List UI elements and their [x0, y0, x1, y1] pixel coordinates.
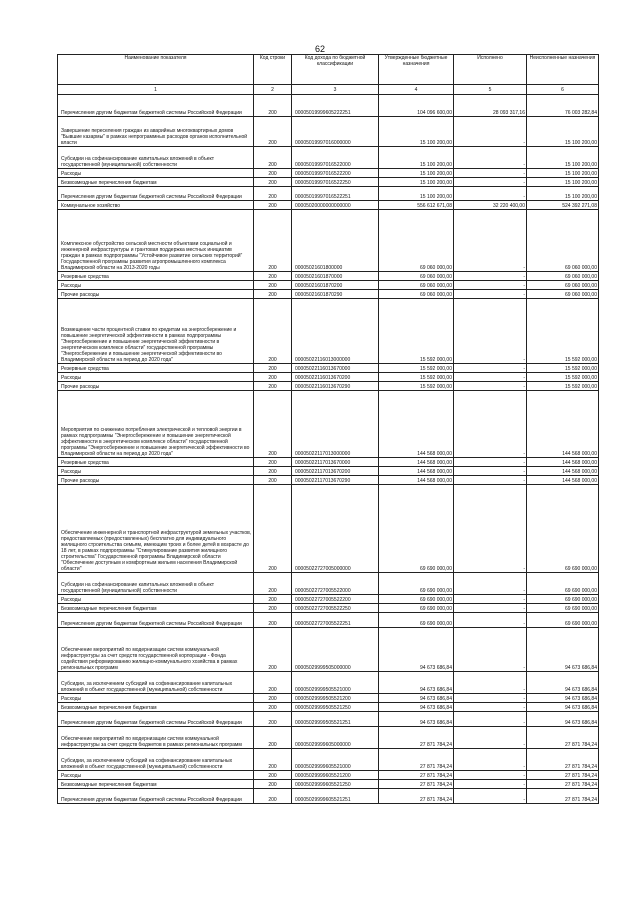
row-budget-code: 00005021601870000 — [292, 272, 379, 281]
row-budget-code: 00005029999505521251 — [292, 712, 379, 727]
row-executed: - — [454, 595, 527, 604]
row-approved: 94 673 686,84 — [379, 694, 454, 703]
row-line-code: 200 — [254, 201, 292, 210]
row-line-code: 200 — [254, 299, 292, 364]
row-remaining: 27 871 784,24 — [527, 771, 599, 780]
row-budget-code: 00005022727005000000 — [292, 485, 379, 573]
column-number: 2 — [254, 85, 292, 95]
row-name: Прочие расходы — [58, 290, 254, 299]
row-approved: 144 568 000,00 — [379, 467, 454, 476]
table-row — [58, 628, 599, 672]
row-remaining: 144 568 000,00 — [527, 467, 599, 476]
row-remaining: 15 100 200,00 — [527, 178, 599, 187]
row-remaining: 524 392 271,08 — [527, 201, 599, 210]
row-line-code: 200 — [254, 382, 292, 391]
row-line-code: 200 — [254, 712, 292, 727]
row-budget-code: 00005029999605521000 — [292, 749, 379, 771]
row-line-code: 200 — [254, 485, 292, 573]
row-executed: - — [454, 628, 527, 672]
header-name: Наименование показателя — [58, 55, 254, 85]
row-budget-code: 00005022116013670000 — [292, 364, 379, 373]
row-budget-code: 00005019997016522250 — [292, 178, 379, 187]
row-approved: 15 592 000,00 — [379, 364, 454, 373]
row-line-code: 200 — [254, 95, 292, 117]
row-remaining: 15 592 000,00 — [527, 373, 599, 382]
row-line-code: 200 — [254, 573, 292, 595]
row-approved: 15 592 000,00 — [379, 373, 454, 382]
table-row — [58, 694, 599, 703]
row-executed: - — [454, 187, 527, 201]
row-approved: 69 690 000,00 — [379, 595, 454, 604]
table-row — [58, 373, 599, 382]
row-budget-code: 00005022117013670200 — [292, 467, 379, 476]
row-remaining: 69 060 000,00 — [527, 210, 599, 272]
row-name: Расходы — [58, 771, 254, 780]
row-approved: 27 871 784,24 — [379, 771, 454, 780]
row-name: Субсидии на софинансирование капитальных вложений в объект государственной (муниципальной) собственности — [58, 573, 254, 595]
header-executed: Исполнено — [454, 55, 527, 85]
row-name: Субсидии, за исключением субсидий на софинансирование капитальных вложений в объект государственной (муниципальной) собственности — [58, 672, 254, 694]
row-name: Расходы — [58, 169, 254, 178]
row-approved: 15 100 200,00 — [379, 187, 454, 201]
row-name: Комплексное обустройство сельской местности объектами социальной и инженерной инфраструктуры и грантовая поддержка местных инициатив граждан в рамках подпрограммы "Устойчивое развитие сельских территорий" Государственной программы развития агропромышленного комплекса Владимирской области на 2013-2020 годы — [58, 210, 254, 272]
row-line-code: 200 — [254, 476, 292, 485]
table-row — [58, 467, 599, 476]
row-remaining: 27 871 784,24 — [527, 789, 599, 804]
row-budget-code: 00005019999605222251 — [292, 95, 379, 117]
table-row — [58, 364, 599, 373]
table-row — [58, 210, 599, 272]
row-executed: - — [454, 476, 527, 485]
row-executed: - — [454, 749, 527, 771]
row-budget-code: 00005029999605521251 — [292, 789, 379, 804]
table-row — [58, 458, 599, 467]
row-name: Расходы — [58, 281, 254, 290]
row-budget-code: 00005019997016522000 — [292, 147, 379, 169]
row-budget-code: 00005020000000000000 — [292, 201, 379, 210]
row-name: Прочие расходы — [58, 476, 254, 485]
row-executed: - — [454, 672, 527, 694]
table-row — [58, 727, 599, 749]
row-remaining: 94 673 686,84 — [527, 694, 599, 703]
row-approved: 69 690 000,00 — [379, 613, 454, 628]
row-line-code: 200 — [254, 780, 292, 789]
row-budget-code: 00005019997016522251 — [292, 187, 379, 201]
row-executed: - — [454, 117, 527, 147]
row-approved: 104 096 600,00 — [379, 95, 454, 117]
row-name: Безвозмездные перечисления бюджетам — [58, 703, 254, 712]
row-executed: - — [454, 780, 527, 789]
row-approved: 15 100 200,00 — [379, 117, 454, 147]
row-executed: - — [454, 391, 527, 458]
row-line-code: 200 — [254, 771, 292, 780]
row-executed: - — [454, 604, 527, 613]
row-approved: 15 100 200,00 — [379, 147, 454, 169]
row-approved: 94 673 686,84 — [379, 628, 454, 672]
table-row — [58, 712, 599, 727]
row-approved: 69 060 000,00 — [379, 290, 454, 299]
row-remaining: 94 673 686,84 — [527, 628, 599, 672]
row-budget-code: 00005021601870200 — [292, 281, 379, 290]
row-line-code: 200 — [254, 467, 292, 476]
row-remaining: 94 673 686,84 — [527, 712, 599, 727]
row-remaining: 144 568 000,00 — [527, 476, 599, 485]
row-budget-code: 00005029999605521250 — [292, 780, 379, 789]
row-remaining: 15 592 000,00 — [527, 364, 599, 373]
row-remaining: 15 100 200,00 — [527, 187, 599, 201]
table-row — [58, 201, 599, 210]
row-budget-code: 00005019997016522200 — [292, 169, 379, 178]
row-approved: 94 673 686,84 — [379, 703, 454, 712]
row-executed: - — [454, 727, 527, 749]
table-header — [58, 55, 599, 95]
row-budget-code: 00005022116013670200 — [292, 373, 379, 382]
row-line-code: 200 — [254, 694, 292, 703]
table-row — [58, 147, 599, 169]
row-approved: 69 690 000,00 — [379, 485, 454, 573]
row-line-code: 200 — [254, 364, 292, 373]
row-remaining: 69 690 000,00 — [527, 613, 599, 628]
row-line-code: 200 — [254, 628, 292, 672]
row-executed: - — [454, 712, 527, 727]
row-approved: 94 673 686,84 — [379, 712, 454, 727]
row-name: Безвозмездные перечисления бюджетам — [58, 780, 254, 789]
table-row — [58, 780, 599, 789]
row-name: Субсидии на софинансирование капитальных вложений в объект государственной (муниципальной) собственности — [58, 147, 254, 169]
header-remaining: Неисполненные назначения — [527, 55, 599, 85]
row-executed: - — [454, 210, 527, 272]
row-name: Резервные средства — [58, 272, 254, 281]
row-budget-code: 00005019997016000000 — [292, 117, 379, 147]
row-name: Безвозмездные перечисления бюджетам — [58, 178, 254, 187]
row-remaining: 69 690 000,00 — [527, 573, 599, 595]
row-name: Перечисления другим бюджетам бюджетной системы Российской Федерации — [58, 613, 254, 628]
row-executed: - — [454, 467, 527, 476]
row-budget-code: 00005029999505521250 — [292, 703, 379, 712]
row-budget-code: 00005022727005522000 — [292, 573, 379, 595]
row-remaining: 94 673 686,84 — [527, 703, 599, 712]
row-name: Завершение переселения граждан из аварийных многоквартирных домов "Бывшие казармы" в рамках непрограммных расходов органов исполнительной власти — [58, 117, 254, 147]
header-approved: Утвержденные бюджетные назначения — [379, 55, 454, 85]
row-approved: 556 612 671,08 — [379, 201, 454, 210]
row-budget-code: 00005022727005522251 — [292, 613, 379, 628]
row-name: Субсидии, за исключением субсидий на софинансирование капитальных вложений в объект государственной (муниципальной) собственности — [58, 749, 254, 771]
row-remaining: 144 568 000,00 — [527, 391, 599, 458]
row-line-code: 200 — [254, 281, 292, 290]
row-name: Расходы — [58, 373, 254, 382]
row-line-code: 200 — [254, 147, 292, 169]
table-row — [58, 187, 599, 201]
row-remaining: 69 690 000,00 — [527, 485, 599, 573]
row-budget-code: 00005022117013000000 — [292, 391, 379, 458]
row-executed: - — [454, 299, 527, 364]
row-executed: - — [454, 485, 527, 573]
row-budget-code: 00005022727005522200 — [292, 595, 379, 604]
row-line-code: 200 — [254, 391, 292, 458]
row-approved: 15 100 200,00 — [379, 169, 454, 178]
row-approved: 94 673 686,84 — [379, 672, 454, 694]
row-approved: 144 568 000,00 — [379, 476, 454, 485]
table-body — [58, 95, 599, 804]
column-number: 6 — [527, 85, 599, 95]
row-executed: - — [454, 281, 527, 290]
row-remaining: 27 871 784,24 — [527, 780, 599, 789]
row-executed: - — [454, 703, 527, 712]
row-line-code: 200 — [254, 595, 292, 604]
row-budget-code: 00005029999505521200 — [292, 694, 379, 703]
row-name: Мероприятия по снижению потребления электрической и тепловой энергии в рамках подпрограммы "Энергосбережение и повышение энергетической эффективности в энергетическом комплексе области" государственной программы "Энергосбережение и повышение энергетической эффективности во Владимирской области на период до 2020 года" — [58, 391, 254, 458]
row-remaining: 69 060 000,00 — [527, 281, 599, 290]
row-executed: - — [454, 458, 527, 467]
row-approved: 144 568 000,00 — [379, 391, 454, 458]
row-name: Коммунальное хозяйство — [58, 201, 254, 210]
table-row — [58, 169, 599, 178]
row-line-code: 200 — [254, 169, 292, 178]
row-remaining: 15 100 200,00 — [527, 147, 599, 169]
table-row — [58, 789, 599, 804]
row-line-code: 200 — [254, 613, 292, 628]
row-budget-code: 00005029999505000000 — [292, 628, 379, 672]
table-row — [58, 272, 599, 281]
row-budget-code: 00005022117013670000 — [292, 458, 379, 467]
column-number: 3 — [292, 85, 379, 95]
table-row — [58, 382, 599, 391]
row-line-code: 200 — [254, 290, 292, 299]
table-row — [58, 613, 599, 628]
row-name: Резервные средства — [58, 364, 254, 373]
row-name: Расходы — [58, 467, 254, 476]
row-executed: - — [454, 382, 527, 391]
row-approved: 144 568 000,00 — [379, 458, 454, 467]
row-remaining: 27 871 784,24 — [527, 749, 599, 771]
row-remaining: 69 690 000,00 — [527, 595, 599, 604]
row-approved: 69 690 000,00 — [379, 573, 454, 595]
row-remaining: 94 673 686,84 — [527, 672, 599, 694]
row-remaining: 69 060 000,00 — [527, 290, 599, 299]
row-name: Безвозмездные перечисления бюджетам — [58, 604, 254, 613]
row-line-code: 200 — [254, 703, 292, 712]
row-executed: - — [454, 169, 527, 178]
row-name: Резервные средства — [58, 458, 254, 467]
row-approved: 69 060 000,00 — [379, 281, 454, 290]
row-name: Прочие расходы — [58, 382, 254, 391]
row-executed: - — [454, 771, 527, 780]
table-row — [58, 281, 599, 290]
row-budget-code: 00005022116013670290 — [292, 382, 379, 391]
table-row — [58, 485, 599, 573]
row-executed: 32 220 400,00 — [454, 201, 527, 210]
row-budget-code: 00005022116013000000 — [292, 299, 379, 364]
row-line-code: 200 — [254, 789, 292, 804]
row-name: Перечисления другим бюджетам бюджетной системы Российской Федерации — [58, 95, 254, 117]
table-row — [58, 178, 599, 187]
row-approved: 15 592 000,00 — [379, 382, 454, 391]
row-remaining: 69 690 000,00 — [527, 604, 599, 613]
row-name: Расходы — [58, 694, 254, 703]
row-approved: 69 060 000,00 — [379, 210, 454, 272]
row-name: Обеспечение мероприятий по модернизации систем коммунальной инфраструктуры за счет средств бюджетов в рамках региональных программ — [58, 727, 254, 749]
table-row — [58, 299, 599, 364]
row-budget-code: 00005021601800000 — [292, 210, 379, 272]
row-name: Возмещение части процентной ставки по кредитам на энергосбережение и повышение энергетической эффективности в рамках подпрограммы "Энергосбережение и повышение энергетической эффективности в энергетическом комплексе области" государственной программы "Энергосбережение и повышение энергетической эффективности во Владимирской области на период до 2020 года" — [58, 299, 254, 364]
row-approved: 27 871 784,24 — [379, 780, 454, 789]
table-row — [58, 604, 599, 613]
header-line-code: Код строки — [254, 55, 292, 85]
table-row — [58, 476, 599, 485]
row-budget-code: 00005029999505521000 — [292, 672, 379, 694]
row-name: Перечисления другим бюджетам бюджетной системы Российской Федерации — [58, 187, 254, 201]
row-line-code: 200 — [254, 178, 292, 187]
row-line-code: 200 — [254, 727, 292, 749]
row-budget-code: 00005022117013670290 — [292, 476, 379, 485]
row-executed: - — [454, 789, 527, 804]
row-line-code: 200 — [254, 458, 292, 467]
row-approved: 15 100 200,00 — [379, 178, 454, 187]
row-executed: - — [454, 272, 527, 281]
table-row — [58, 771, 599, 780]
row-approved: 69 060 000,00 — [379, 272, 454, 281]
row-remaining: 15 100 200,00 — [527, 169, 599, 178]
row-line-code: 200 — [254, 272, 292, 281]
row-name: Расходы — [58, 595, 254, 604]
row-remaining: 15 592 000,00 — [527, 382, 599, 391]
budget-table — [57, 54, 599, 804]
table-row — [58, 595, 599, 604]
row-budget-code: 00005022727005522250 — [292, 604, 379, 613]
row-budget-code: 00005021601870290 — [292, 290, 379, 299]
row-executed: - — [454, 364, 527, 373]
row-executed: - — [454, 147, 527, 169]
row-remaining: 76 003 282,84 — [527, 95, 599, 117]
row-executed: 28 093 317,16 — [454, 95, 527, 117]
header-budget-code: Код дохода по бюджетной классификации — [292, 55, 379, 85]
row-executed: - — [454, 694, 527, 703]
column-number: 1 — [58, 85, 254, 95]
table-row — [58, 95, 599, 117]
row-budget-code: 00005029999605000000 — [292, 727, 379, 749]
table-row — [58, 749, 599, 771]
row-executed: - — [454, 373, 527, 382]
row-approved: 27 871 784,24 — [379, 727, 454, 749]
row-name: Обеспечение мероприятий по модернизации систем коммунальной инфраструктуры за счет средств государственной корпорации - Фонда содействия реформированию жилищно-коммунального хозяйства в рамках региональных программ — [58, 628, 254, 672]
row-executed: - — [454, 290, 527, 299]
row-budget-code: 00005029999605521200 — [292, 771, 379, 780]
table-row — [58, 703, 599, 712]
row-executed: - — [454, 613, 527, 628]
row-executed: - — [454, 573, 527, 595]
row-remaining: 144 568 000,00 — [527, 458, 599, 467]
row-remaining: 27 871 784,24 — [527, 727, 599, 749]
table-row — [58, 672, 599, 694]
table-row — [58, 391, 599, 458]
row-remaining: 15 100 200,00 — [527, 117, 599, 147]
row-line-code: 200 — [254, 749, 292, 771]
row-name: Перечисления другим бюджетам бюджетной системы Российской Федерации — [58, 712, 254, 727]
row-remaining: 15 592 000,00 — [527, 299, 599, 364]
row-line-code: 200 — [254, 117, 292, 147]
table-row — [58, 117, 599, 147]
row-approved: 69 690 000,00 — [379, 604, 454, 613]
row-name: Перечисления другим бюджетам бюджетной системы Российской Федерации — [58, 789, 254, 804]
column-number: 5 — [454, 85, 527, 95]
table-row — [58, 573, 599, 595]
row-name: Обеспечение инженерной и транспортной инфраструктурой земельных участков, предоставляемых (предоставленных) бесплатно для индивидуального жилищного строительства семьям, имеющим троих и более детей в возрасте до 18 лет, в рамках подпрограммы "Стимулирование развития жилищного строительства" Государственной программы Владимирской области "Обеспечение доступным и комфортным жильем населения Владимирской области" — [58, 485, 254, 573]
row-line-code: 200 — [254, 210, 292, 272]
column-numbers-row — [58, 85, 599, 95]
page-number: 62 — [314, 44, 325, 54]
row-approved: 27 871 784,24 — [379, 789, 454, 804]
row-line-code: 200 — [254, 672, 292, 694]
column-number: 4 — [379, 85, 454, 95]
row-line-code: 200 — [254, 373, 292, 382]
row-remaining: 69 060 000,00 — [527, 272, 599, 281]
row-approved: 15 592 000,00 — [379, 299, 454, 364]
table-row — [58, 290, 599, 299]
row-line-code: 200 — [254, 604, 292, 613]
row-line-code: 200 — [254, 187, 292, 201]
row-approved: 27 871 784,24 — [379, 749, 454, 771]
row-executed: - — [454, 178, 527, 187]
